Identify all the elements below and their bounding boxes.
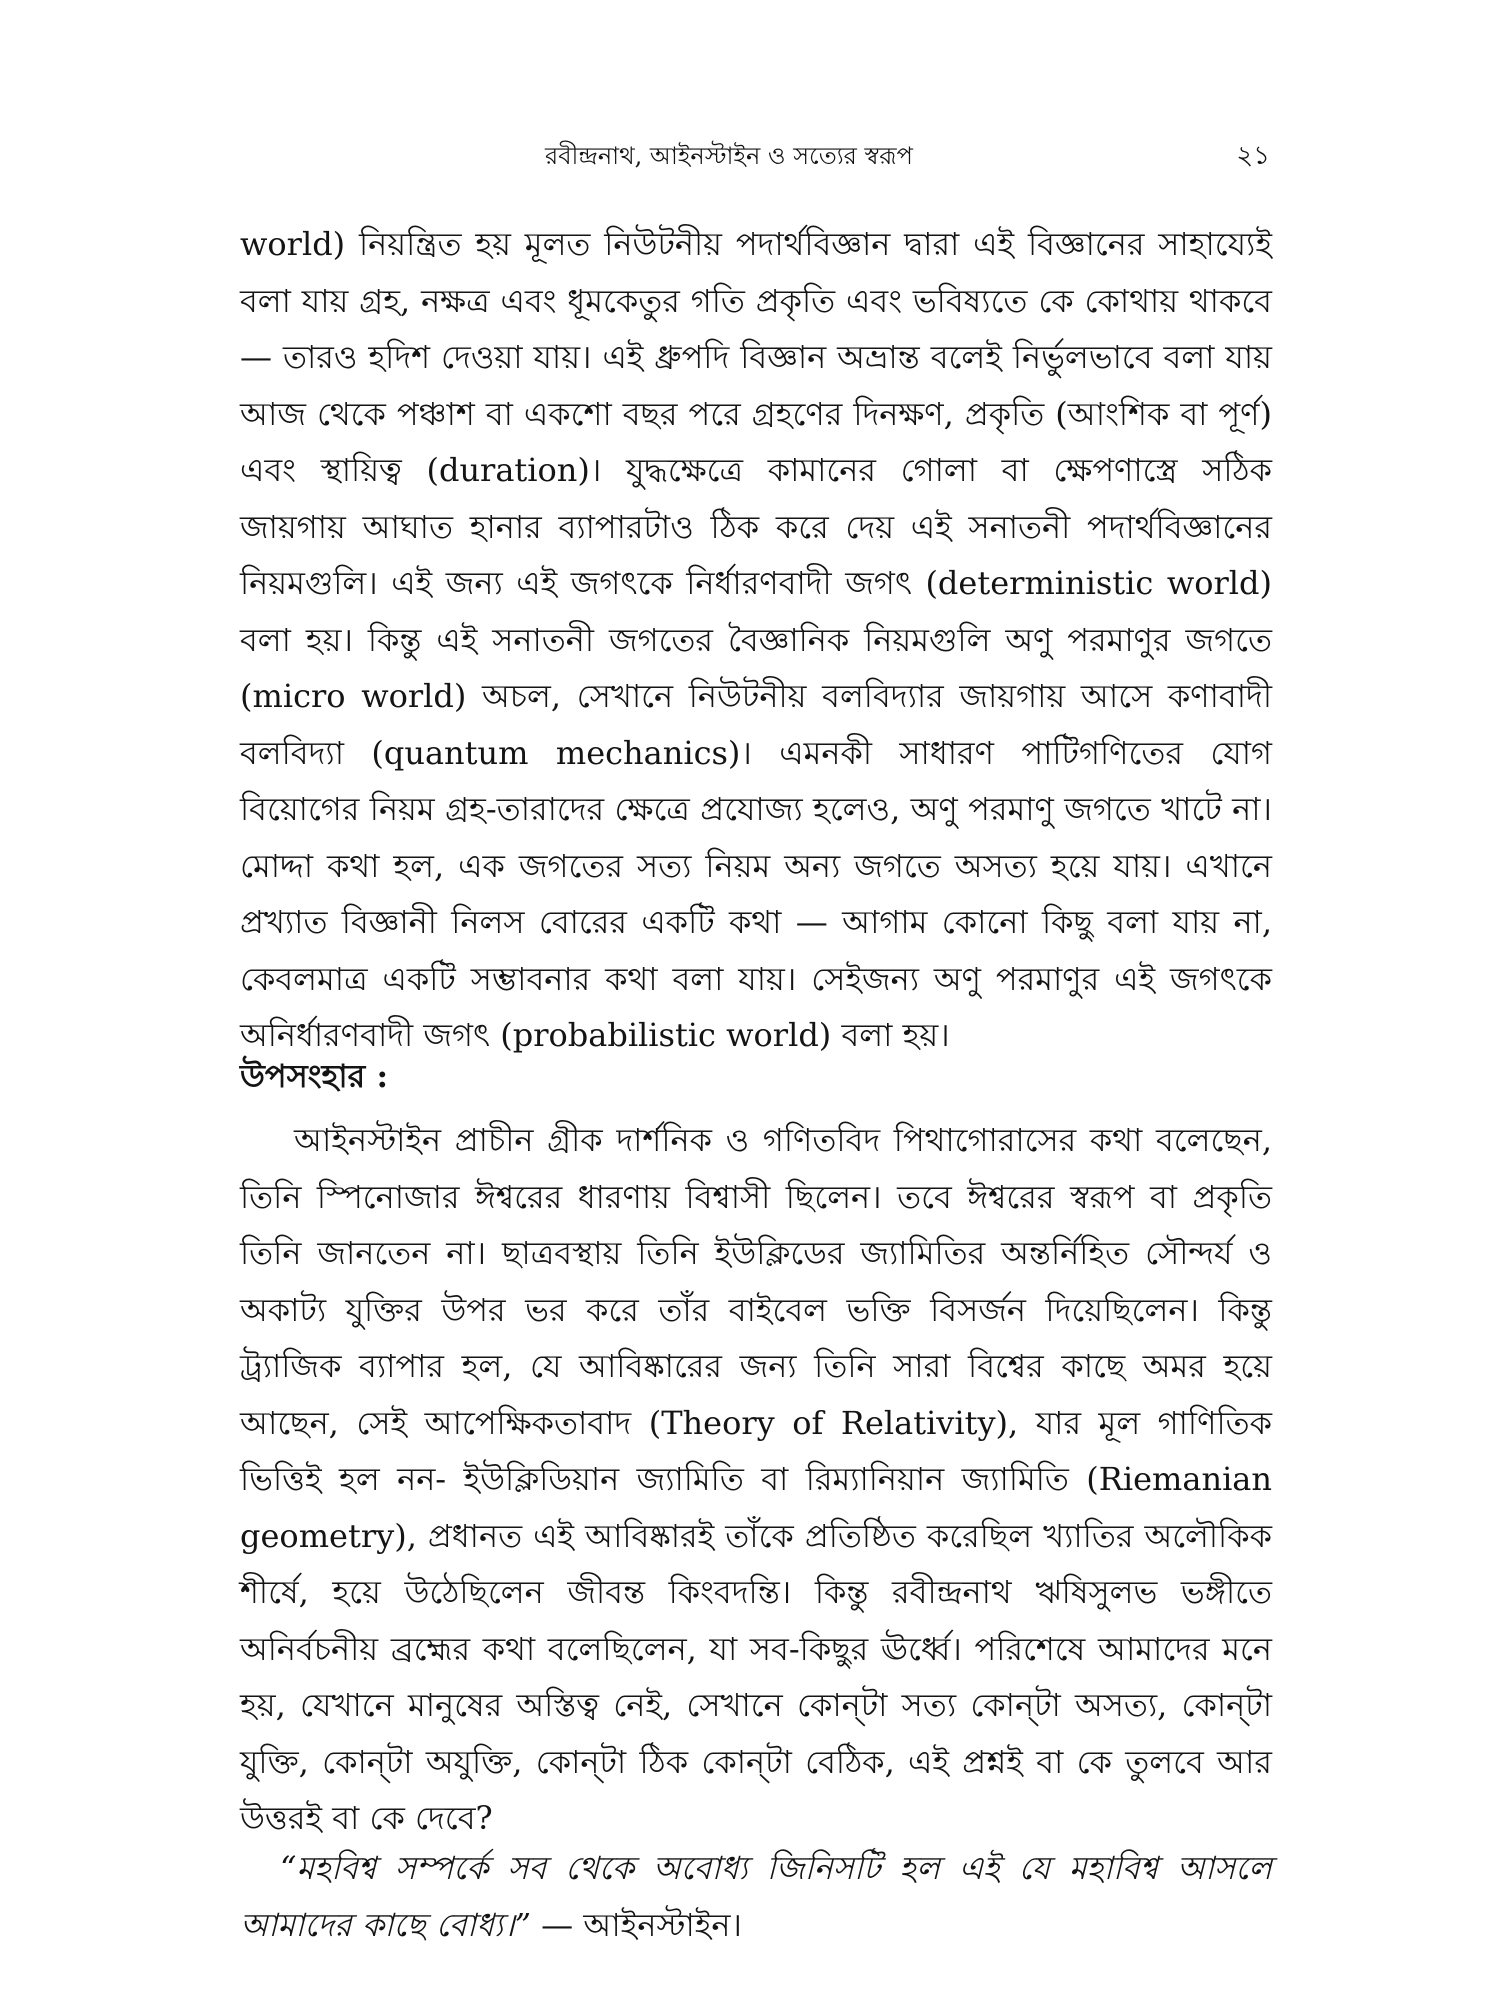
body-paragraph-1: world) নিয়ন্ত্রিত হয় মূলত নিউটনীয় পদার্থবিজ্ঞান দ্বারা এই বিজ্ঞানের সাহায্যেই বলা যায় গ্রহ, নক্ষত্র এবং ধূমকেতুর গতি প্রকৃতি এবং ভবিষ্যতে কে কোথায় থাকবে — তারও হদিশ দেওয়া যায়। এই ধ্রুপদি বিজ্ঞান অভ্রান্ত বলেই নির্ভুলভাবে বলা যায় আজ থেকে পঞ্চাশ বা একশো বছর পরে গ্রহণের দিনক্ষণ, প্রকৃতি (আংশিক বা পূর্ণ) এবং স্থায়িত্ব (duration)। যুদ্ধক্ষেত্রে কামানের গোলা বা ক্ষেপণাস্ত্রে সঠিক জায়গায় আঘাত হানার ব্যাপারটাও ঠিক করে দেয় এই সনাতনী পদার্থবিজ্ঞানের নিয়মগুলি। এই জন্য এই জগৎকে নির্ধারণবাদী জগৎ (deterministic world) বলা হয়। কিন্তু এই সনাতনী জগতের বৈজ্ঞানিক নিয়মগুলি অণু পরমাণুর জগতে (micro world) অচল, সেখানে নিউটনীয় বলবিদ্যার জায়গায় আসে কণাবাদী বলবিদ্যা (quantum mechanics)। এমনকী সাধারণ পাটিগণিতের যোগ বিয়োগের নিয়ম গ্রহ-তারাদের ক্ষেত্রে প্রযোজ্য হলেও, অণু পরমাণু জগতে খাটে না। মোদ্দা কথা হল, এক জগতের সত্য নিয়ম অন্য জগতে অসত্য হয়ে যায়। এখানে প্রখ্যাত বিজ্ঞানী নিলস বোরের একটি কথা — আগাম কোনো কিছু বলা যায় না, কেবলমাত্র একটি সম্ভাবনার কথা বলা যায়। সেইজন্য অণু পরমাণুর এই জগৎকে অনির্ধারণবাদী জগৎ (probabilistic world) বলা হয়। (240, 225, 1272, 1054)
running-title: রবীন্দ্রনাথ, আইনস্টাইন ও সত্যের স্বরূপ (545, 142, 913, 170)
quote-text: “মহবিশ্ব সম্পর্কে সব থেকে অবোধ্য জিনিসটি হল এই যে মহাবিশ্ব আসলে আমাদের কাছে বোধ্য।” (240, 1849, 1272, 1944)
body-paragraph-2: আইনস্টাইন প্রাচীন গ্রীক দার্শনিক ও গণিতবিদ পিথাগোরাসের কথা বলেছেন, তিনি স্পিনোজার ঈশ্বরের ধারণায় বিশ্বাসী ছিলেন। তবে ঈশ্বরের স্বরূপ বা প্রকৃতি তিনি জানতেন না। ছাত্রবস্থায় তিনি ইউক্লিডের জ্যামিতির অন্তর্নিহিত সৌন্দর্য ও অকাট্য যুক্তির উপর ভর করে তাঁর বাইবেল ভক্তি বিসর্জন দিয়েছিলেন। কিন্তু ট্র্যাজিক ব্যাপার হল, যে আবিষ্কারের জন্য তিনি সারা বিশ্বের কাছে অমর হয়ে আছেন, সেই আপেক্ষিকতাবাদ (Theory of Relativity), যার মূল গাণিতিক ভিত্তিই হল নন- ইউক্লিডিয়ান জ্যামিতি বা রিম্যানিয়ান জ্যামিতি (Riemanian geometry), প্রধানত এই আবিষ্কারই তাঁকে প্রতিষ্ঠিত করেছিল খ্যাতির অলৌকিক শীর্ষে, হয়ে উঠেছিলেন জীবন্ত কিংবদন্তি। কিন্তু রবীন্দ্রনাথ ঋষিসুলভ ভঙ্গীতে অনির্বচনীয় ব্রহ্মের কথা বলেছিলেন, যা সব-কিছুর ঊর্ধ্বে। পরিশেষে আমাদের মনে হয়, যেখানে মানুষের অস্তিত্ব নেই, সেখানে কোন্‌টা সত্য কোন্‌টা অসত্য, কোন্‌টা যুক্তি, কোন্‌টা অযুক্তি, কোন্‌টা ঠিক কোন্‌টা বেঠিক, এই প্রশ্নই বা কে তুলবে আর উত্তরই বা কে দেবে? (240, 1121, 1272, 1837)
page-number: ২১ (1236, 141, 1270, 171)
section-heading: উপসংহার : (240, 1057, 389, 1095)
quote-attribution: — আইনস্টাইন। (531, 1906, 742, 1944)
closing-quote (240, 1840, 1272, 1954)
running-header (242, 136, 1270, 176)
